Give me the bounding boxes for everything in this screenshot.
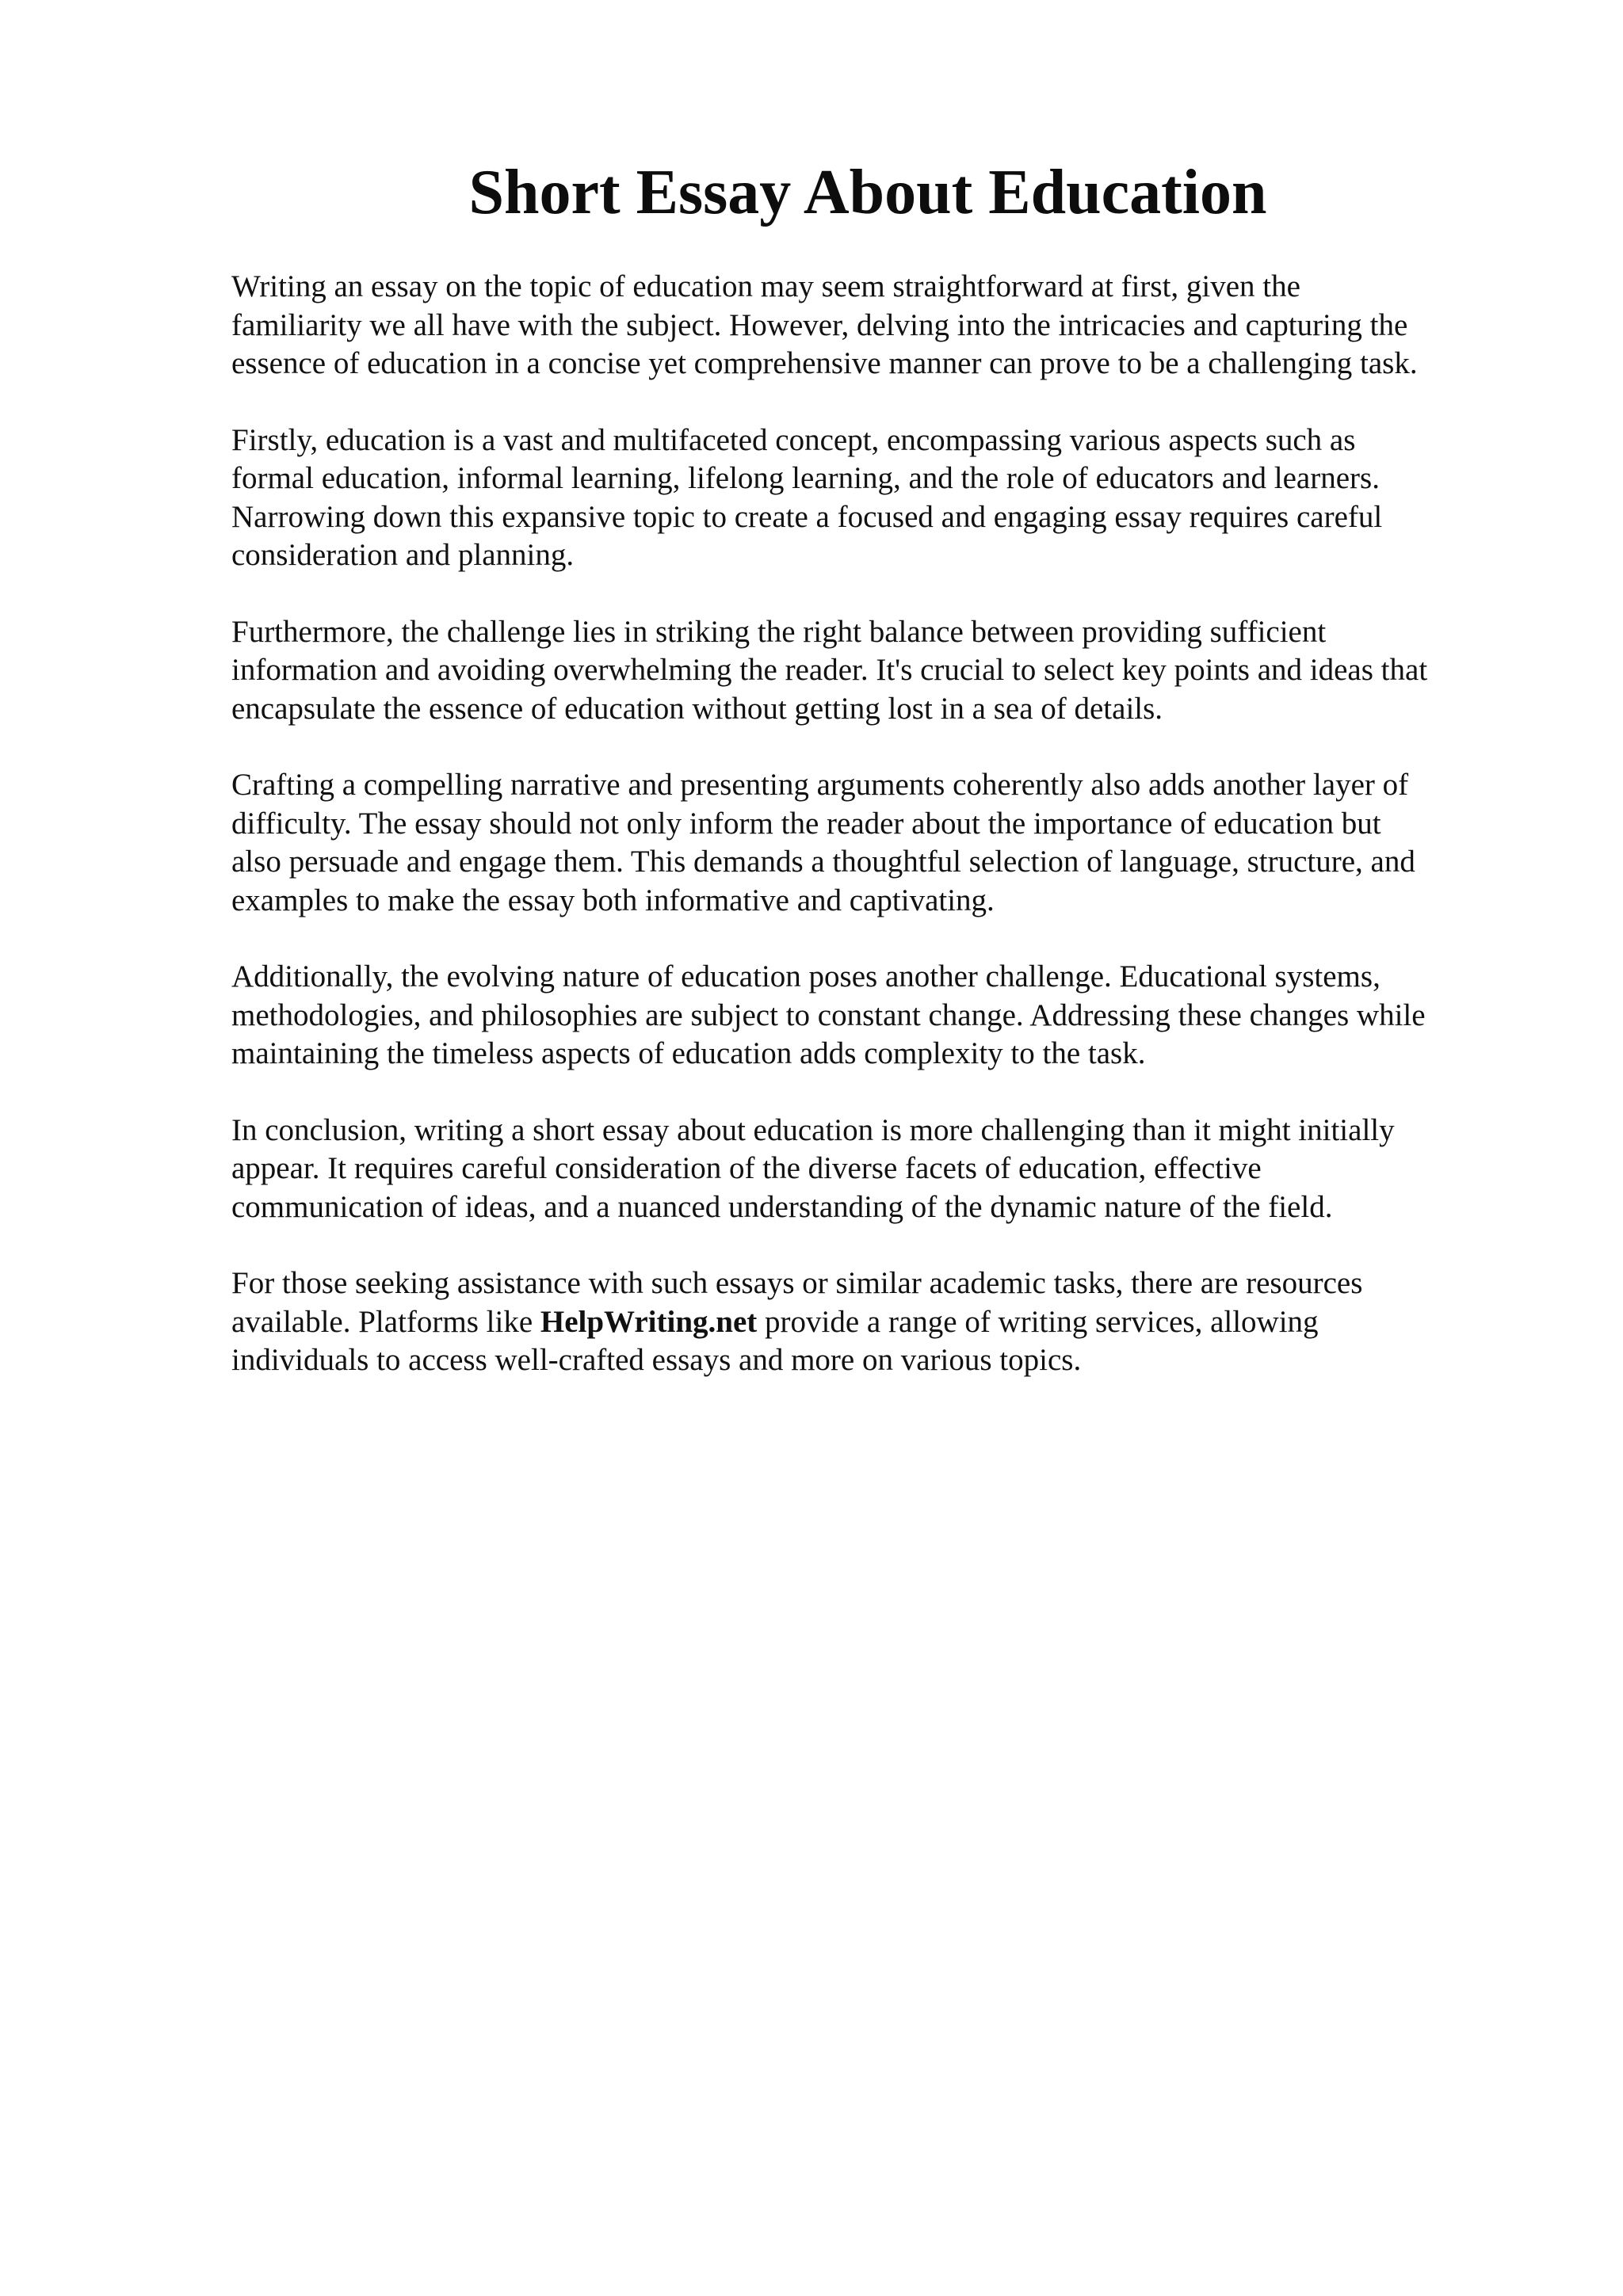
text-line: methodologies, and philosophies are subject to constant change. Addressing these changes while — [231, 997, 1426, 1032]
text-line: Narrowing down this expansive topic to create a focused and engaging essay requires careful — [231, 499, 1383, 534]
text-line: In conclusion, writing a short essay about education is more challenging than it might initially — [231, 1112, 1395, 1147]
paragraph-intro — [231, 268, 1515, 383]
paragraph-additionally — [231, 958, 1515, 1074]
text-line: Additionally, the evolving nature of education poses another challenge. Educational systems, — [231, 959, 1381, 994]
text-fragment: available. Platforms like — [231, 1304, 540, 1339]
text-line: appear. It requires careful consideration of the diverse facets of education, effective — [231, 1151, 1262, 1185]
text-line: individuals to access well-crafted essays and more on various topics. — [231, 1343, 1082, 1377]
paragraph-crafting — [231, 766, 1515, 920]
text-line: Furthermore, the challenge lies in striking the right balance between providing sufficient — [231, 614, 1327, 649]
text-line: information and avoiding overwhelming the reader. It's crucial to select key points and ideas that — [231, 653, 1428, 687]
text-line: consideration and planning. — [231, 538, 575, 572]
text-line: encapsulate the essence of education without getting lost in a sea of details. — [231, 691, 1163, 726]
document-body — [231, 268, 1515, 1418]
paragraph-furthermore — [231, 613, 1515, 729]
text-line: essence of education in a concise yet comprehensive manner can prove to be a challenging task. — [231, 346, 1418, 380]
text-line: examples to make the essay both informative and captivating. — [231, 883, 995, 917]
paragraph-conclusion — [231, 1112, 1515, 1227]
text-line: Firstly, education is a vast and multifaceted concept, encompassing various aspects such as — [231, 422, 1356, 457]
paragraph-firstly — [231, 421, 1515, 575]
paragraph-closing — [231, 1264, 1515, 1380]
text-line: difficulty. The essay should not only inform the reader about the importance of education but — [231, 806, 1381, 841]
text-line: familiarity we all have with the subject. However, delving into the intricacies and capturing the — [231, 307, 1408, 342]
document-title: Short Essay About Education — [468, 158, 1267, 227]
text-line — [231, 1303, 1515, 1342]
text-line: Crafting a compelling narrative and presenting arguments coherently also adds another layer of — [231, 768, 1409, 802]
text-line: also persuade and engage them. This demands a thoughtful selection of language, structure, and — [231, 845, 1415, 879]
text-line: maintaining the timeless aspects of education adds complexity to the task. — [231, 1036, 1146, 1070]
text-line: formal education, informal learning, lifelong learning, and the role of educators and learners. — [231, 461, 1380, 495]
text-fragment: provide a range of writing services, allowing — [757, 1304, 1319, 1339]
text-line: Writing an essay on the topic of education may seem straightforward at first, given the — [231, 269, 1300, 303]
text-line: For those seeking assistance with such essays or similar academic tasks, there are resources — [231, 1266, 1363, 1300]
brand-name: HelpWriting.net — [540, 1304, 758, 1339]
text-line: communication of ideas, and a nuanced understanding of the dynamic nature of the field. — [231, 1189, 1333, 1224]
